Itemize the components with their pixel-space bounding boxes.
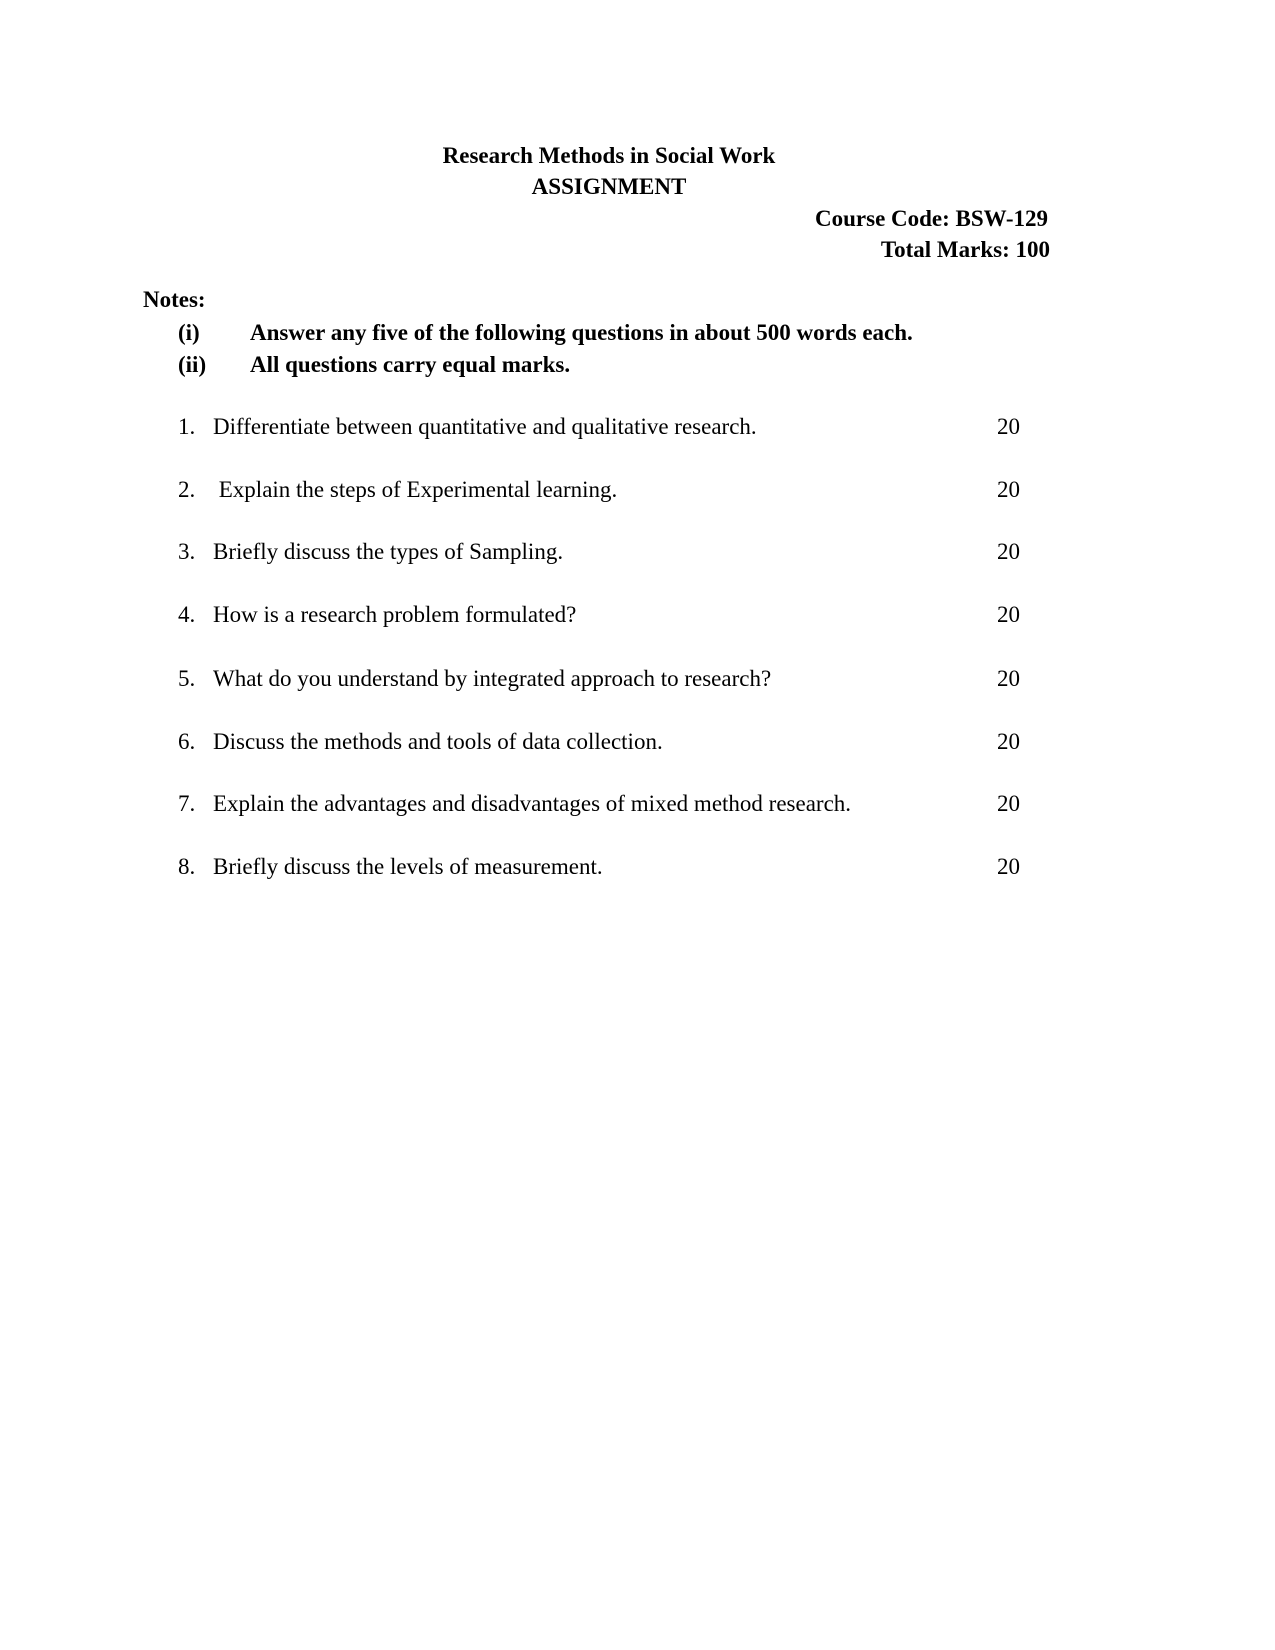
question-number: 8. [178,854,196,879]
note-text: All questions carry equal marks. [250,352,571,377]
note-number: (ii) [178,352,207,377]
question-number: 2. [178,477,196,502]
question-marks: 20 [997,602,1020,627]
question-marks: 20 [997,539,1020,564]
question-number: 5. [178,666,196,691]
question-number: 4. [178,602,196,627]
question-text: Explain the advantages and disadvantages of mixed method research. [213,791,852,816]
notes-label: Notes: [143,287,206,312]
note-number: (i) [178,320,200,345]
question-marks: 20 [997,477,1020,502]
question-number: 7. [178,791,196,816]
question-marks: 20 [997,666,1020,691]
question-text: How is a research problem formulated? [213,602,577,627]
question-text: Explain the steps of Experimental learning. [213,477,618,502]
document-subtitle: ASSIGNMENT [531,174,687,199]
course-code: Course Code: BSW-129 [815,206,1048,231]
question-number: 3. [178,539,196,564]
document-title: Research Methods in Social Work [442,143,776,168]
question-number: 6. [178,729,196,754]
question-marks: 20 [997,414,1020,439]
total-marks: Total Marks: 100 [880,237,1050,262]
question-marks: 20 [997,791,1020,816]
question-text: Briefly discuss the levels of measurement. [213,854,603,879]
question-number: 1. [178,414,196,439]
question-text: What do you understand by integrated approach to research? [213,666,772,691]
question-marks: 20 [997,854,1020,879]
question-text: Discuss the methods and tools of data collection. [213,729,663,754]
question-marks: 20 [997,729,1020,754]
question-text: Differentiate between quantitative and qualitative research. [213,414,757,439]
note-text: Answer any five of the following questions in about 500 words each. [250,320,913,345]
question-text: Briefly discuss the types of Sampling. [213,539,564,564]
